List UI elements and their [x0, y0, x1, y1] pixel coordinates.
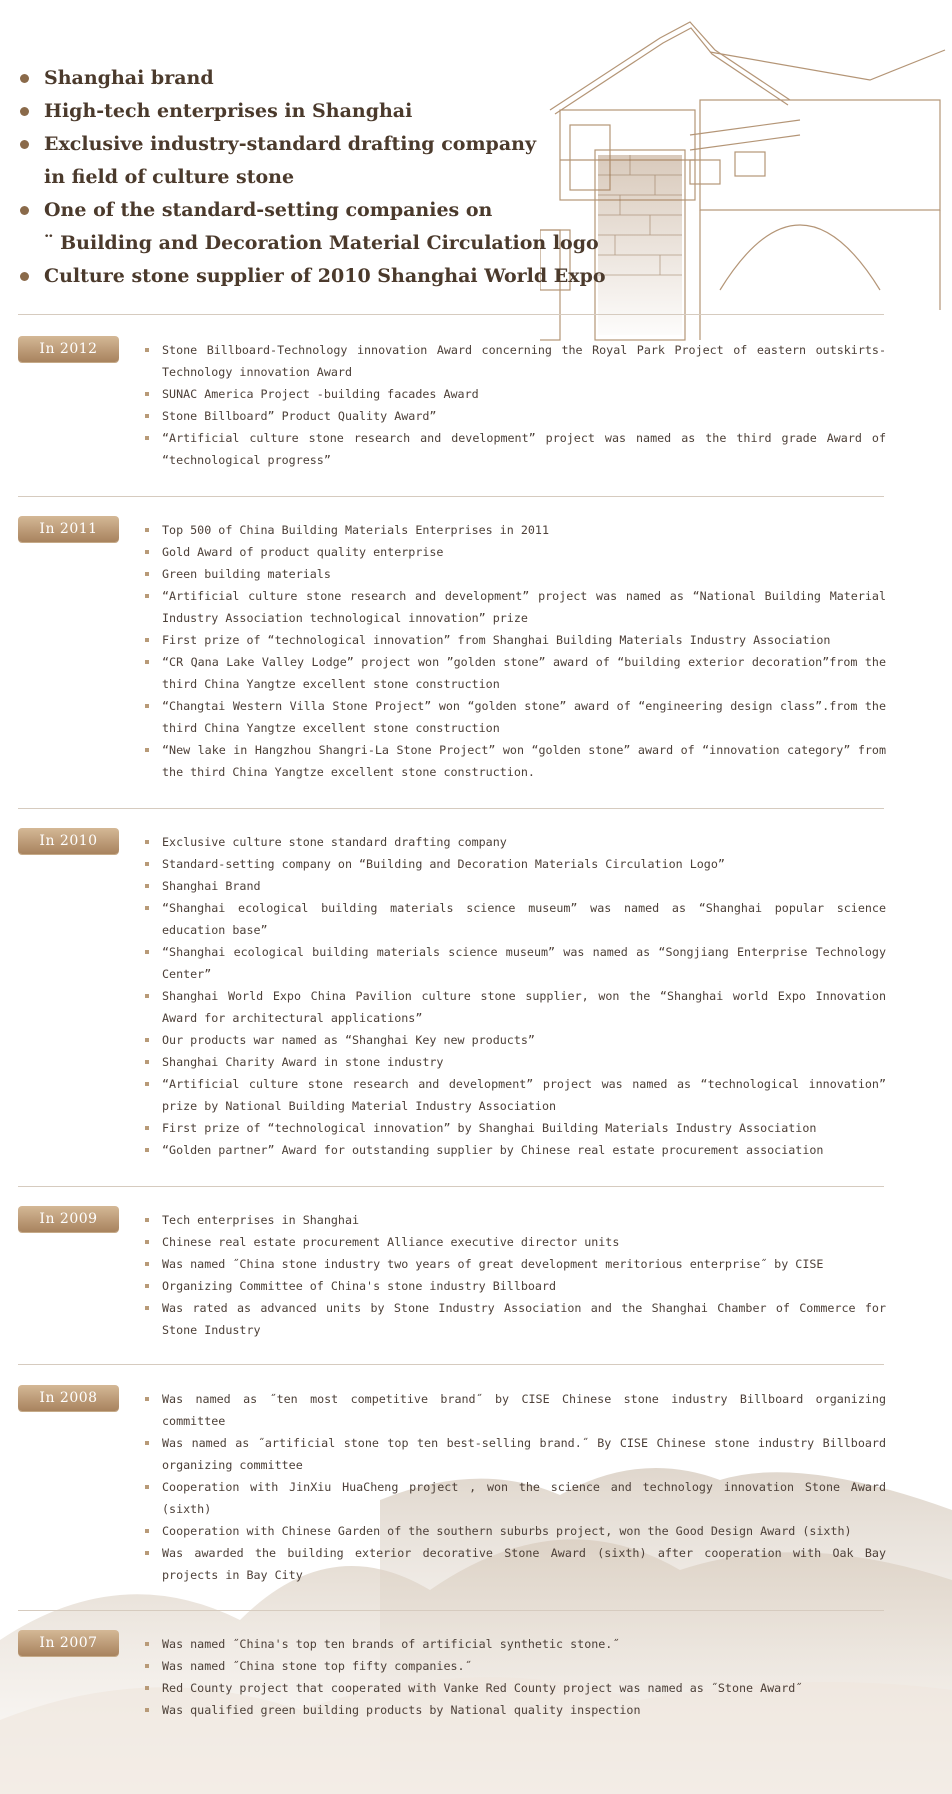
year-tab-2007: In 2007 [18, 1630, 119, 1656]
year-tab-2010: In 2010 [18, 828, 119, 854]
list-item: “CR Qana Lake Valley Lodge” project won ”golden stone” award of “building exterior decoration”from the third China Yangtze excellent stone construction [142, 651, 886, 695]
award-list-2008 [142, 1388, 886, 1586]
list-item: “Artificial culture stone research and development” project was named as “technological innovation” prize by National Building Material Industry Association [142, 1073, 886, 1117]
year-tab-2012: In 2012 [18, 336, 119, 362]
list-item: Organizing Committee of China's stone industry Billboard [142, 1275, 886, 1297]
list-item: SUNAC America Project -building facades Award [142, 383, 886, 405]
list-item: Top 500 of China Building Materials Enterprises in 2011 [142, 519, 886, 541]
section-divider [18, 496, 884, 497]
list-item: Was named ˝China stone top fifty companies.˝ [142, 1655, 886, 1677]
list-item: Was named as ˝artificial stone top ten best-selling brand.˝ By CISE Chinese stone industry Billboard organizing committee [142, 1432, 886, 1476]
list-item: Was qualified green building products by National quality inspection [142, 1699, 886, 1721]
list-item: Stone Billboard” Product Quality Award” [142, 405, 886, 427]
section-divider [18, 1364, 884, 1365]
bullet-icon [20, 140, 29, 149]
intro-item: High-tech enterprises in Shanghai [18, 95, 606, 128]
section-divider [18, 314, 884, 315]
award-list-2011 [142, 519, 886, 783]
section-divider [18, 1186, 884, 1187]
list-item: “Shanghai ecological building materials science museum” was named as “Shanghai popular science education base” [142, 897, 886, 941]
bullet-icon [20, 206, 29, 215]
list-item: Shanghai Brand [142, 875, 886, 897]
list-item: Was named as ˝ten most competitive brand˝ by CISE Chinese stone industry Billboard organizing committee [142, 1388, 886, 1432]
intro-item: Shanghai brand [18, 62, 606, 95]
list-item: Chinese real estate procurement Alliance executive director units [142, 1231, 886, 1253]
list-item: Cooperation with JinXiu HuaCheng project , won the science and technology innovation Stone Award (sixth) [142, 1476, 886, 1520]
award-list-2010 [142, 831, 886, 1161]
list-item: Was rated as advanced units by Stone Industry Association and the Shanghai Chamber of Commerce for Stone Industry [142, 1297, 886, 1341]
award-list-2009 [142, 1209, 886, 1341]
list-item: Exclusive culture stone standard drafting company [142, 831, 886, 853]
list-item: Green building materials [142, 563, 886, 585]
list-item: Our products war named as “Shanghai Key new products” [142, 1029, 886, 1051]
list-item: “Shanghai ecological building materials science museum” was named as “Songjiang Enterprise Technology Center” [142, 941, 886, 985]
list-item: “Changtai Western Villa Stone Project” won “golden stone” award of “engineering design class”.from the third China Yangtze excellent stone construction [142, 695, 886, 739]
year-tab-2008: In 2008 [18, 1385, 119, 1411]
intro-item: Culture stone supplier of 2010 Shanghai World Expo [18, 260, 606, 293]
section-divider [18, 808, 884, 809]
intro-item: Exclusive industry-standard drafting company in field of culture stone [18, 128, 606, 194]
list-item: Red County project that cooperated with Vanke Red County project was named as ˝Stone Award˝ [142, 1677, 886, 1699]
bullet-icon [20, 107, 29, 116]
list-item: “Artificial culture stone research and development” project was named as the third grade Award of “technological progress” [142, 427, 886, 471]
list-item: Standard-setting company on “Building and Decoration Materials Circulation Logo” [142, 853, 886, 875]
list-item: First prize of “technological innovation” by Shanghai Building Materials Industry Association [142, 1117, 886, 1139]
intro-item: One of the standard-setting companies on ¨ Building and Decoration Material Circulation logo [18, 194, 606, 260]
list-item: First prize of “technological innovation” from Shanghai Building Materials Industry Association [142, 629, 886, 651]
list-item: Cooperation with Chinese Garden of the southern suburbs project, won the Good Design Award (sixth) [142, 1520, 886, 1542]
intro-list [18, 62, 606, 293]
bullet-icon [20, 272, 29, 281]
list-item: Shanghai World Expo China Pavilion culture stone supplier, won the “Shanghai world Expo Innovation Award for architectural applications” [142, 985, 886, 1029]
bullet-icon [20, 74, 29, 83]
list-item: Was named ˝China's top ten brands of artificial synthetic stone.˝ [142, 1633, 886, 1655]
year-tab-2009: In 2009 [18, 1206, 119, 1232]
list-item: Was awarded the building exterior decorative Stone Award (sixth) after cooperation with Oak Bay projects in Bay City [142, 1542, 886, 1586]
award-list-2007 [142, 1633, 886, 1721]
list-item: Gold Award of product quality enterprise [142, 541, 886, 563]
list-item: “Golden partner” Award for outstanding supplier by Chinese real estate procurement association [142, 1139, 886, 1161]
list-item: Shanghai Charity Award in stone industry [142, 1051, 886, 1073]
list-item: “New lake in Hangzhou Shangri-La Stone Project” won “golden stone” award of “innovation category” from the third China Yangtze excellent stone construction. [142, 739, 886, 783]
section-divider [18, 1610, 884, 1611]
year-tab-2011: In 2011 [18, 516, 119, 542]
list-item: Stone Billboard-Technology innovation Award concerning the Royal Park Project of eastern outskirts-Technology innovation Award [142, 339, 886, 383]
award-list-2012 [142, 339, 886, 471]
list-item: Tech enterprises in Shanghai [142, 1209, 886, 1231]
list-item: “Artificial culture stone research and development” project was named as “National Building Material Industry Association technological innovation” prize [142, 585, 886, 629]
list-item: Was named ˝China stone industry two years of great development meritorious enterprise˝ by CISE [142, 1253, 886, 1275]
